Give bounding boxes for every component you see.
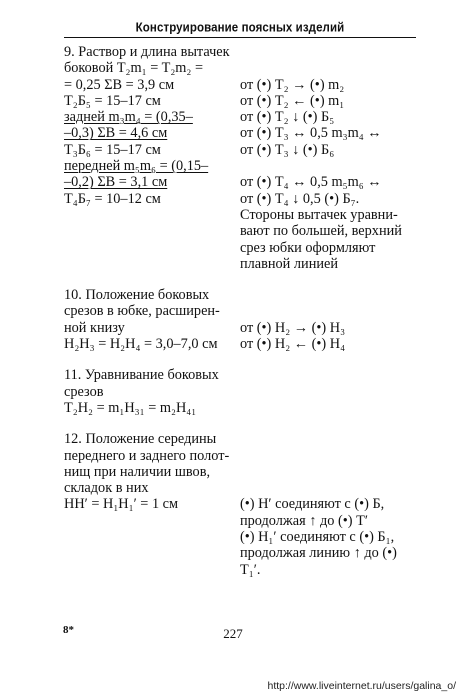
- instruction-right: от (•) H₂ → (•) H₃: [240, 319, 346, 336]
- page-number: 227: [223, 626, 243, 641]
- formula-row: [64, 191, 420, 207]
- section-10: [64, 287, 420, 352]
- instruction-right: от (•) H₂ ← (•) H₄: [240, 336, 346, 353]
- formula-row: [64, 109, 420, 125]
- section-spacer: [64, 272, 420, 287]
- instruction-right: от (•) T₃ ↔ 0,5 m₃m₄ ↔: [240, 125, 382, 142]
- section-spacer: [64, 416, 420, 431]
- note-row: [64, 207, 420, 223]
- formula-left: передней m₅m₆ = (0,15–: [64, 158, 209, 175]
- note-row: [64, 256, 420, 272]
- formula-left: T₂Б₅ = 15–17 см: [64, 92, 161, 109]
- formula-left: задней m₃m₄ = (0,35–: [64, 109, 193, 126]
- signature-mark: 8*: [63, 624, 74, 636]
- section-12-title-line: нищ при наличии швов,: [64, 463, 211, 480]
- instruction-right: от (•) T₂ ↓ (•) Б₅: [240, 109, 335, 126]
- instruction-right: от (•) T₃ ↓ (•) Б₆: [240, 141, 335, 158]
- formula-row: [64, 158, 420, 174]
- section-12: [64, 431, 420, 578]
- header-rule: [64, 37, 416, 38]
- note-line: Стороны вытачек уравни-: [240, 206, 398, 223]
- section-9-title-row-1: [64, 44, 420, 60]
- section-12-title-line: складок в них: [64, 480, 149, 497]
- formula-row: [64, 174, 420, 190]
- instruction-right: (•) H′ соединяют с (•) Б,: [240, 496, 385, 513]
- instruction-right: от (•) T₄ ↓ 0,5 (•) Б₇.: [240, 190, 360, 207]
- formula-row: [64, 320, 420, 336]
- formula-left: –0,3) ΣB = 4,6 см: [64, 125, 168, 142]
- note-row: [64, 223, 420, 239]
- formula-left: –0,2) ΣB = 3,1 см: [64, 174, 168, 191]
- formula-row: [64, 125, 420, 141]
- formula-left: = 0,25 ΣB = 3,9 см: [64, 76, 175, 93]
- section-spacer: [64, 352, 420, 367]
- note-line: вают по большей, верхний: [240, 223, 402, 240]
- section-10-title-line: 10. Положение боковых: [64, 287, 210, 304]
- section-10-title-line: ной книзу: [64, 319, 125, 336]
- formula-left: H₂H₃ = H₂H₄ = 3,0–7,0 см: [64, 336, 218, 353]
- running-header: Конструирование поясных изделий: [135, 21, 345, 35]
- section-9-title-row-2: [64, 60, 420, 76]
- instruction-right: T₁′.: [240, 561, 261, 578]
- instruction-right: от (•) T₂ ← (•) m₁: [240, 92, 345, 109]
- section-11-title-line: срезов: [64, 383, 104, 400]
- instruction-right: от (•) T₂ → (•) m₂: [240, 76, 345, 93]
- section-12-title-line: переднего и заднего полот-: [64, 447, 230, 464]
- page-content: [64, 44, 420, 578]
- note-line: срез юбки оформляют: [240, 239, 376, 256]
- section-10-title-line: срезов в юбке, расширен-: [64, 303, 220, 320]
- source-url: http://www.liveinternet.ru/users/galina_o/: [267, 680, 456, 692]
- formula-row: [64, 77, 420, 93]
- formula-row: [64, 496, 420, 512]
- section-9-title-line: 9. Раствор и длина вытачек: [64, 44, 230, 60]
- note-row: [64, 240, 420, 256]
- instruction-right: продолжая линию ↑ до (•): [240, 545, 397, 562]
- section-11: [64, 367, 420, 416]
- note-line: плавной линией: [240, 255, 338, 272]
- formula-left: T₃Б₆ = 15–17 см: [64, 141, 161, 158]
- instruction-right: (•) H₁′ соединяют с (•) Б₁,: [240, 529, 395, 546]
- instruction-right: от (•) T₄ ↔ 0,5 m₅m₆ ↔: [240, 174, 382, 191]
- formula-row: [64, 93, 420, 109]
- section-9: [64, 44, 420, 272]
- formula-left: HH′ = H₁H₁′ = 1 см: [64, 496, 179, 513]
- formula-row: [64, 142, 420, 158]
- formula-row: [64, 336, 420, 352]
- instruction-right: продолжая ↑ до (•) T′: [240, 512, 368, 529]
- section-12-title-line: 12. Положение середины: [64, 431, 217, 448]
- section-11-title-line: 11. Уравнивание боковых: [64, 367, 219, 384]
- section-9-title-line: боковой T₂m₁ = T₂m₂ =: [64, 60, 204, 77]
- formula-left: T₄Б₇ = 10–12 см: [64, 190, 161, 207]
- formula-left: T₂H₂ = m₁H₃₁ = m₂H₄₁: [64, 399, 197, 416]
